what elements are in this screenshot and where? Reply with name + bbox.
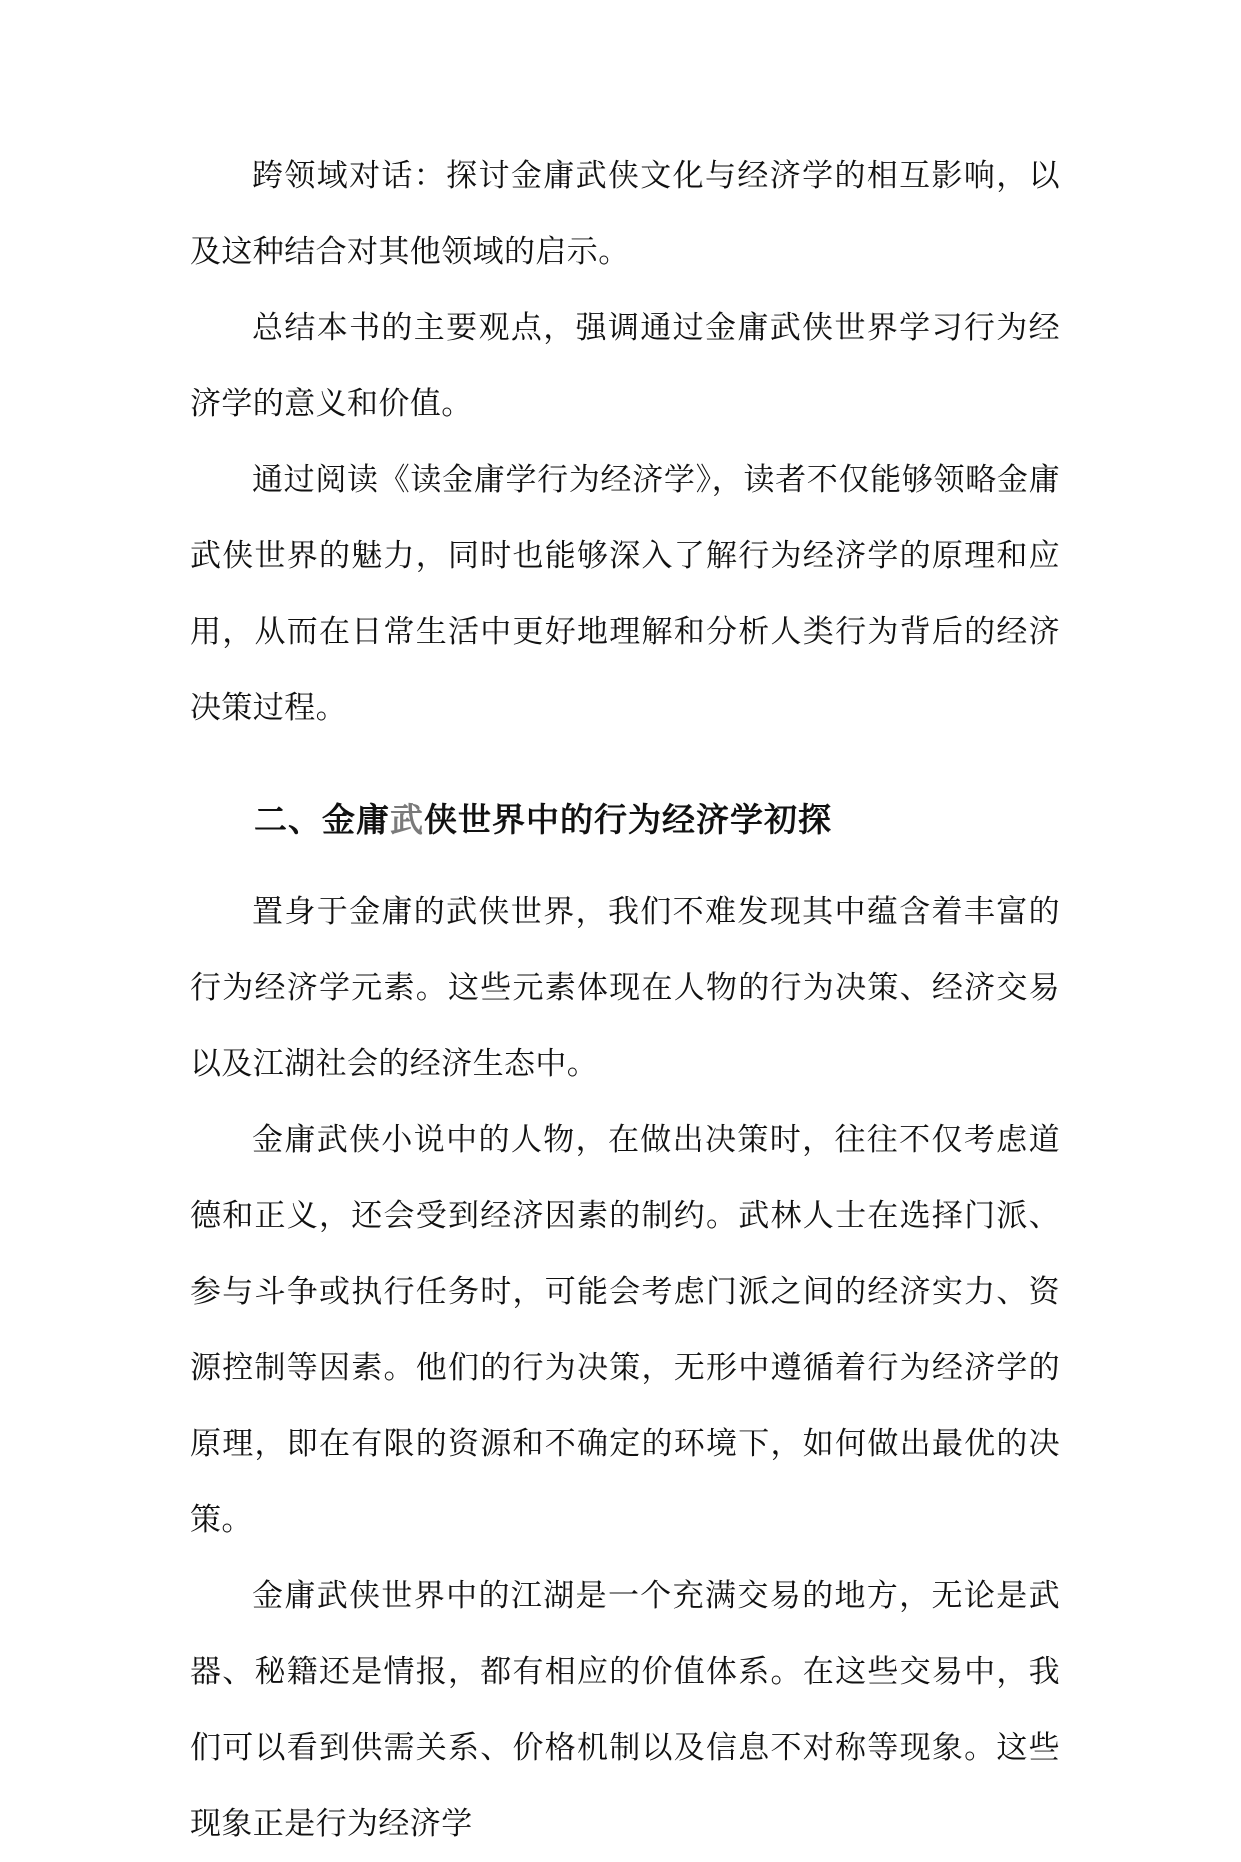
paragraph-cross-domain: 跨领域对话：探讨金庸武侠文化与经济学的相互影响，以及这种结合对其他领域的启示。	[190, 158, 1060, 270]
section-heading-before: 二、金庸	[254, 800, 390, 839]
paragraph-intro: 置身于金庸的武侠世界，我们不难发现其中蕴含着丰富的行为经济学元素。这些元素体现在人物的行为决策、经济交易以及江湖社会的经济生态中。	[190, 894, 1060, 1082]
document-page	[190, 138, 1060, 1862]
section-heading	[254, 790, 1060, 850]
section-heading-odd-char: 武	[390, 800, 424, 839]
paragraph-decisions: 金庸武侠小说中的人物，在做出决策时，往往不仅考虑道德和正义，还会受到经济因素的制约。武林人士在选择门派、参与斗争或执行任务时，可能会考虑门派之间的经济实力、资源控制等因素。他们的行为决策，无形中遵循着行为经济学的原理，即在有限的资源和不确定的环境下，如何做出最优的决策。	[190, 1122, 1060, 1538]
paragraph-trading: 金庸武侠世界中的江湖是一个充满交易的地方，无论是武器、秘籍还是情报，都有相应的价值体系。在这些交易中，我们可以看到供需关系、价格机制以及信息不对称等现象。这些现象正是行为经济学	[190, 1578, 1060, 1842]
paragraph-reading: 通过阅读《读金庸学行为经济学》，读者不仅能够领略金庸武侠世界的魅力，同时也能够深入了解行为经济学的原理和应用，从而在日常生活中更好地理解和分析人类行为背后的经济决策过程。	[190, 462, 1060, 726]
paragraph-summary: 总结本书的主要观点，强调通过金庸武侠世界学习行为经济学的意义和价值。	[190, 310, 1060, 422]
section-heading-after: 侠世界中的行为经济学初探	[424, 800, 832, 839]
